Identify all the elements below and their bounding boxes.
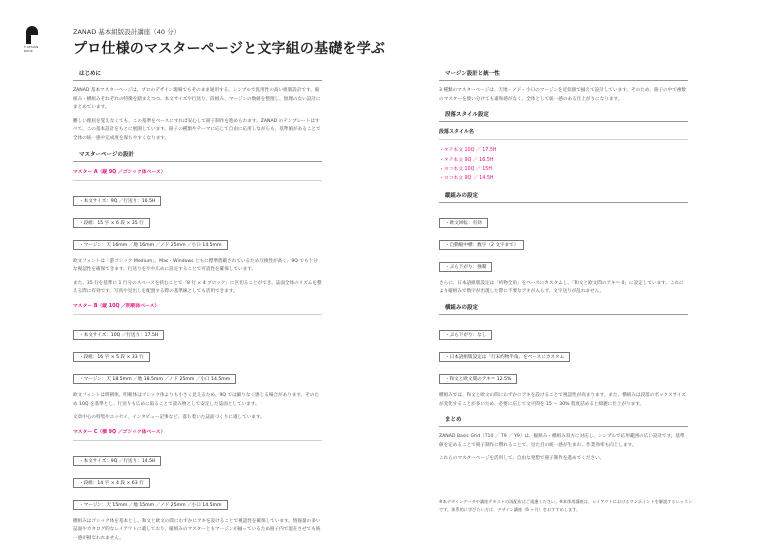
intro-paragraph-2: 難しい理屈を覚えなくても、この基準をベースにすれば安心して冊子制作を進められます。ZANAD のテンプレートはすべて、この基本設計をもとに展開しています。冊子の種類やテーマに応じて自由に応用しながらも、基準値があることで全体の統一感や完成度を保ちやすくなります。 bbox=[73, 118, 321, 141]
section-heading-summary: まとめ bbox=[439, 414, 688, 427]
master-a-label: マスター A（縦 9Q ／ゴシック体ベース） bbox=[73, 169, 166, 175]
master-a-paragraph-1: 欧文フォントは「游ゴシック Medium」。Mac・Windows ともに標準搭載されているため互換性が高く、9Q でも十分な視認性を確保できます。行送りをやや広めに設定することで可読性を確保しています。 bbox=[73, 258, 318, 273]
list-item: ・ヨコ本文 9Q ／ 14.5H bbox=[439, 176, 494, 182]
paragraph-style-list bbox=[439, 146, 688, 184]
logo-text: F DESIGN BOOK bbox=[24, 45, 39, 53]
divider bbox=[73, 440, 322, 441]
spec-box: ・段組：14 字 × 4 段 × 63 行 bbox=[73, 478, 150, 488]
spec-box: ・段組：16 字 × 5 段 × 33 行 bbox=[73, 352, 150, 362]
master-b-paragraph-2: 文章中心の特集やエッセイ、インタビュー記事など、落ち着いた誌面づくりに適しています。 bbox=[73, 415, 265, 421]
list-item: ・ヨコ本文 10Q ／ 15H bbox=[439, 167, 492, 172]
paragraph-style-subheading: 段落スタイル名 bbox=[439, 129, 474, 136]
master-c-label: マスター C（横 9Q ／ゴシック体ベース） bbox=[73, 429, 166, 435]
spec-box: ・本文サイズ：9Q ／行送り：16.5H bbox=[73, 196, 161, 206]
list-item: ・タテ本文 10Q ／ 17.5H bbox=[439, 148, 497, 154]
master-a-paragraph-2: また、35 行を基準に 1 行分のスペースを挟むことで「8 行 × 4 ブロック」に区切ることができ、誌面全体のリズムを整える際に有効です。写真や見出しを配置する際の基準線としても活用できます。 bbox=[73, 280, 322, 295]
section-heading-horizontal: 横組みの設定 bbox=[439, 302, 688, 315]
spec-box: ・ぶら下がり：なし bbox=[439, 330, 492, 340]
section-heading-paragraph-style: 段落スタイル設定 bbox=[439, 109, 688, 122]
spec-box: ・日本語組版設定は「行末約物半角」をベースにカスタム bbox=[439, 352, 570, 362]
master-b-specs bbox=[73, 321, 322, 387]
spec-box: ・マージン：天 16mm ／地 16mm ／ノド 25mm ／小口 14.5mm bbox=[73, 240, 228, 250]
master-a-specs bbox=[73, 187, 322, 253]
master-b-paragraph-1: 欧文フォントは明朝体。明朝体はゴシック体よりも小さく見えるため、9Q では細りなく感じる場合があります。そのため 10Q を基準とし、行送りも広めに取ることで読み物として安定した誌面としています。 bbox=[73, 392, 320, 407]
divider bbox=[73, 180, 322, 181]
page-title: プロ仕様のマスターページと文字組の基礎を学ぶ bbox=[73, 41, 386, 57]
section-heading-vertical: 縦組みの設定 bbox=[439, 190, 688, 203]
spec-box: ・本文サイズ：10Q ／行送り：17.5H bbox=[73, 330, 164, 340]
left-column bbox=[73, 68, 322, 549]
spec-box: ・マージン：天 15mm ／地 15mm ／ノド 25mm ／小口 14.5mm bbox=[73, 500, 228, 510]
divider bbox=[439, 139, 688, 140]
spec-box: ・ぶら下がり：強制 bbox=[439, 262, 492, 272]
horizontal-specs bbox=[439, 321, 688, 387]
margin-paragraph: 3 種類のマスターページは、天地・ノド・小口のマージンを近似値で揃えて設計しています。そのため、冊子の中で複数のマスターを使い分けても違和感がなく、全体として統一感のある仕上がりになります。 bbox=[439, 88, 687, 102]
spec-box: ・本文サイズ：9Q ／行送り：14.5H bbox=[73, 456, 161, 466]
master-b-label: マスター B（縦 10Q ／明朝体ベース） bbox=[73, 303, 160, 309]
course-series: ZANAD 基本組版設計講座（40 分） bbox=[73, 28, 181, 36]
horizontal-paragraph: 横組みでは、和文と欧文の間にわずかにアキを設けることで視認性が高まります。また、横組みは段落のボックスサイズが変化することが多いため、必要に応じて文字間を 15 ～ 30% 程度詰めると綺麗に仕上がります。 bbox=[439, 393, 687, 407]
section-heading-intro: はじめに bbox=[73, 68, 322, 81]
summary-paragraph-1: ZANAD Basic Grid（T10 ／ T9 ／ Y9）は、縦組み・横組み双方に対応し、シンプルで応用範囲の広い設計です。基準値を定めることで冊子制作に慣れることで、見た目の統一感が生まれ、作業効率も向上します。 bbox=[439, 434, 685, 448]
list-item: ・タテ本文 9Q ／ 16.5H bbox=[439, 157, 494, 163]
master-c-specs bbox=[73, 447, 322, 513]
spec-box: ・マージン：天 18.5mm ／地 18.5mm ／ノド 25mm ／小口 14.5mm bbox=[73, 374, 236, 384]
spec-box: ・自動縦中横：数字（2 文字まで） bbox=[439, 240, 524, 250]
master-c-paragraph-1: 横組みはゴシック体を基本とし、和文と欧文の間にわずかにアキを設けることで視認性を確保しています。情報量の多い誌面やカタログ的なレイアウトに適しており、縦組みのマスターともマージンが揃っているため冊子内で混在させても統一感が損なわれません。 bbox=[73, 518, 321, 541]
spec-box: ・欧文回転：有効 bbox=[439, 218, 488, 228]
intro-paragraph-1: ZANAD 基本マスターページは、プロのデザイン現場でもそのまま通用する、シンプルで汎用性の高い組版設計です。縦組み・横組みそれぞれの特徴を踏まえつつ、本文サイズや行送り、段組み、マージンの数値を整理し、無理のない設計にまとめています。 bbox=[73, 88, 321, 111]
right-column bbox=[439, 68, 688, 469]
section-heading-margin: マージン設計と統一性 bbox=[439, 68, 688, 81]
spec-box: ・和文と欧文間のアキ＝ 12.5% bbox=[439, 374, 517, 384]
spec-box: ・段組：15 字 × 6 段 × 35 行 bbox=[73, 218, 150, 228]
summary-paragraph-2: これらのマスターページを活用して、自由な発想で冊子制作を進めてください。 bbox=[439, 456, 605, 462]
vertical-paragraph: さらに、日本語組版設定は「約物全角」をベースにカスタムし、「和文と欧文間のアキ＝ 0」に設定しています。これにより縦組みで数字が出現した際に不要なアキが入らず、文字送りが乱れません。 bbox=[439, 280, 684, 295]
divider bbox=[73, 314, 322, 315]
footer-note: ※本デザインデータや講座テキストの再配布はご遠慮ください。※本体用講座は、レイアウトにおけるワンポイントを解説するレッスンです。体系的に学びたい方は、デザイン講座（6 ヶ月）をおすすめします。 bbox=[439, 499, 693, 512]
vertical-specs bbox=[439, 209, 688, 275]
brand-logo bbox=[24, 26, 42, 54]
section-heading-master: マスターページの設計 bbox=[73, 149, 322, 162]
